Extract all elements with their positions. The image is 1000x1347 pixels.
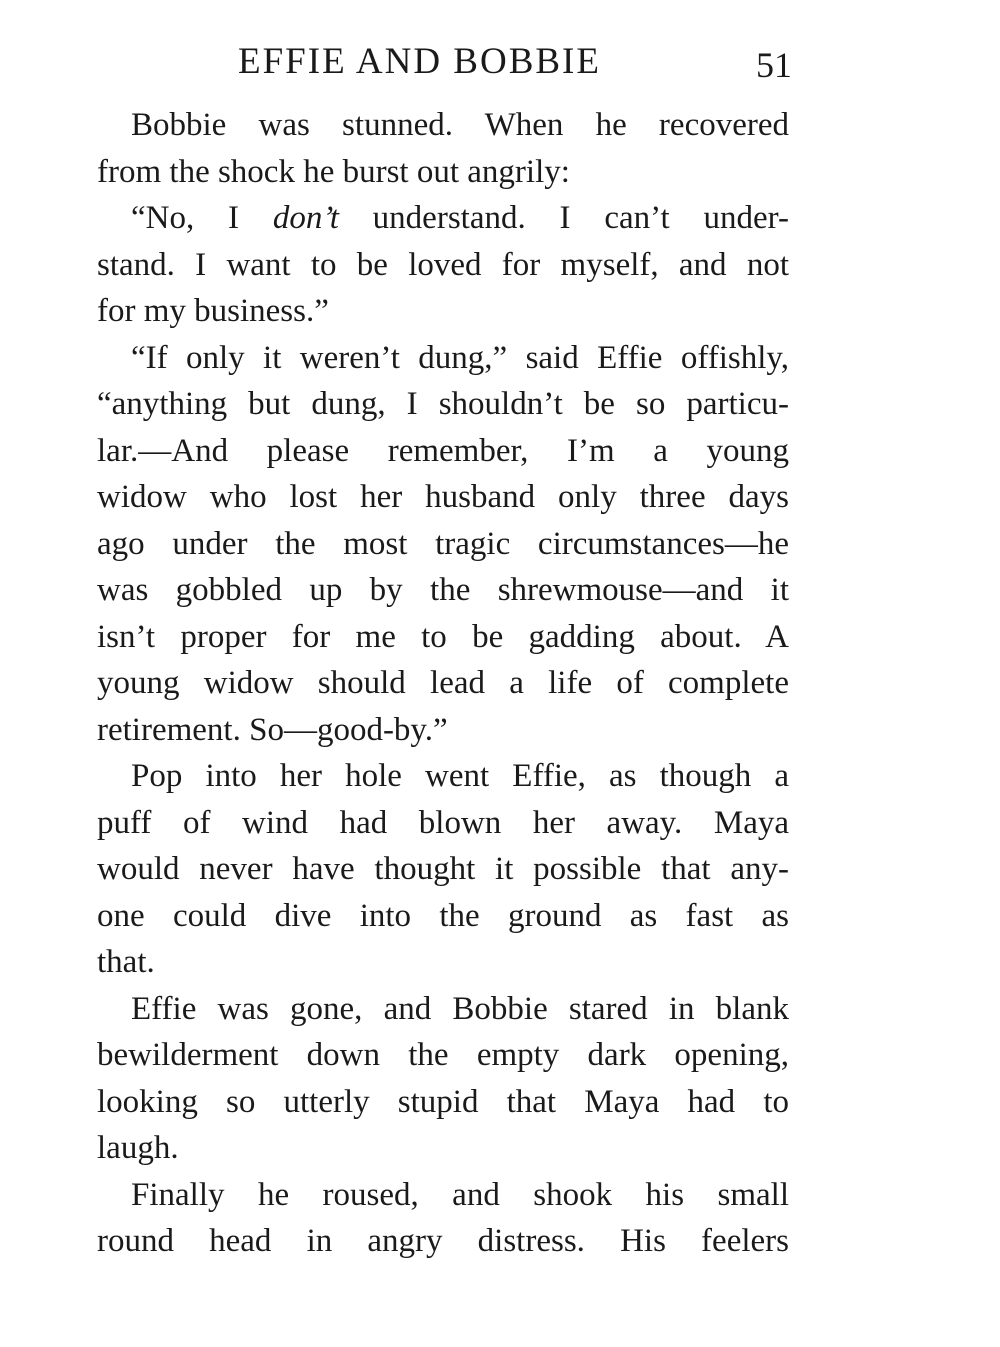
running-head: EFFIE AND BOBBIE [238, 41, 601, 82]
text-line: one could dive into the ground as fast as [97, 897, 789, 934]
text-line: young widow should lead a life of complete [97, 665, 789, 701]
text-line: for my business.” [97, 293, 329, 329]
text-fragment: “No, I [131, 200, 273, 236]
text-line: Finally he roused, and shook his small [131, 1176, 789, 1213]
text-line: lar.—And please remember, I’m a young [97, 432, 789, 469]
text-line: Bobbie was stunned. When he recovered [131, 107, 789, 143]
text-line: bewilderment down the empty dark opening, [97, 1037, 789, 1073]
page-header [0, 40, 1000, 100]
text-line: “If only it weren’t dung,” said Effie offishly, [131, 339, 789, 376]
text-line: ago under the most tragic circumstances—he [97, 525, 789, 562]
text-fragment: understand. I can’t under- [338, 200, 789, 236]
text-line: widow who lost her husband only three days [97, 479, 789, 515]
text-line: isn’t proper for me to be gadding about. A [97, 618, 789, 655]
page-number: 51 [756, 45, 792, 85]
italic-emphasis: don’t [272, 200, 339, 236]
text-line: that. [97, 944, 155, 980]
text-line: Pop into her hole went Effie, as though a [131, 758, 789, 794]
text-line: Effie was gone, and Bobbie stared in blank [131, 990, 789, 1027]
text-line: from the shock he burst out angrily: [97, 153, 570, 190]
text-line: was gobbled up by the shrewmouse—and it [97, 572, 789, 608]
text-line: round head in angry distress. His feelers [97, 1223, 789, 1259]
text-line: puff of wind had blown her away. Maya [97, 804, 789, 841]
body-text [97, 102, 789, 1265]
text-line [97, 195, 789, 242]
text-line: would never have thought it possible that any- [97, 851, 789, 887]
text-line: stand. I want to be loved for myself, and not [97, 246, 789, 283]
text-line: “anything but dung, I shouldn’t be so particu- [97, 386, 789, 422]
text-line: retirement. So—good-by.” [97, 711, 448, 748]
text-line: laugh. [97, 1130, 179, 1166]
text-line: looking so utterly stupid that Maya had to [97, 1083, 789, 1120]
